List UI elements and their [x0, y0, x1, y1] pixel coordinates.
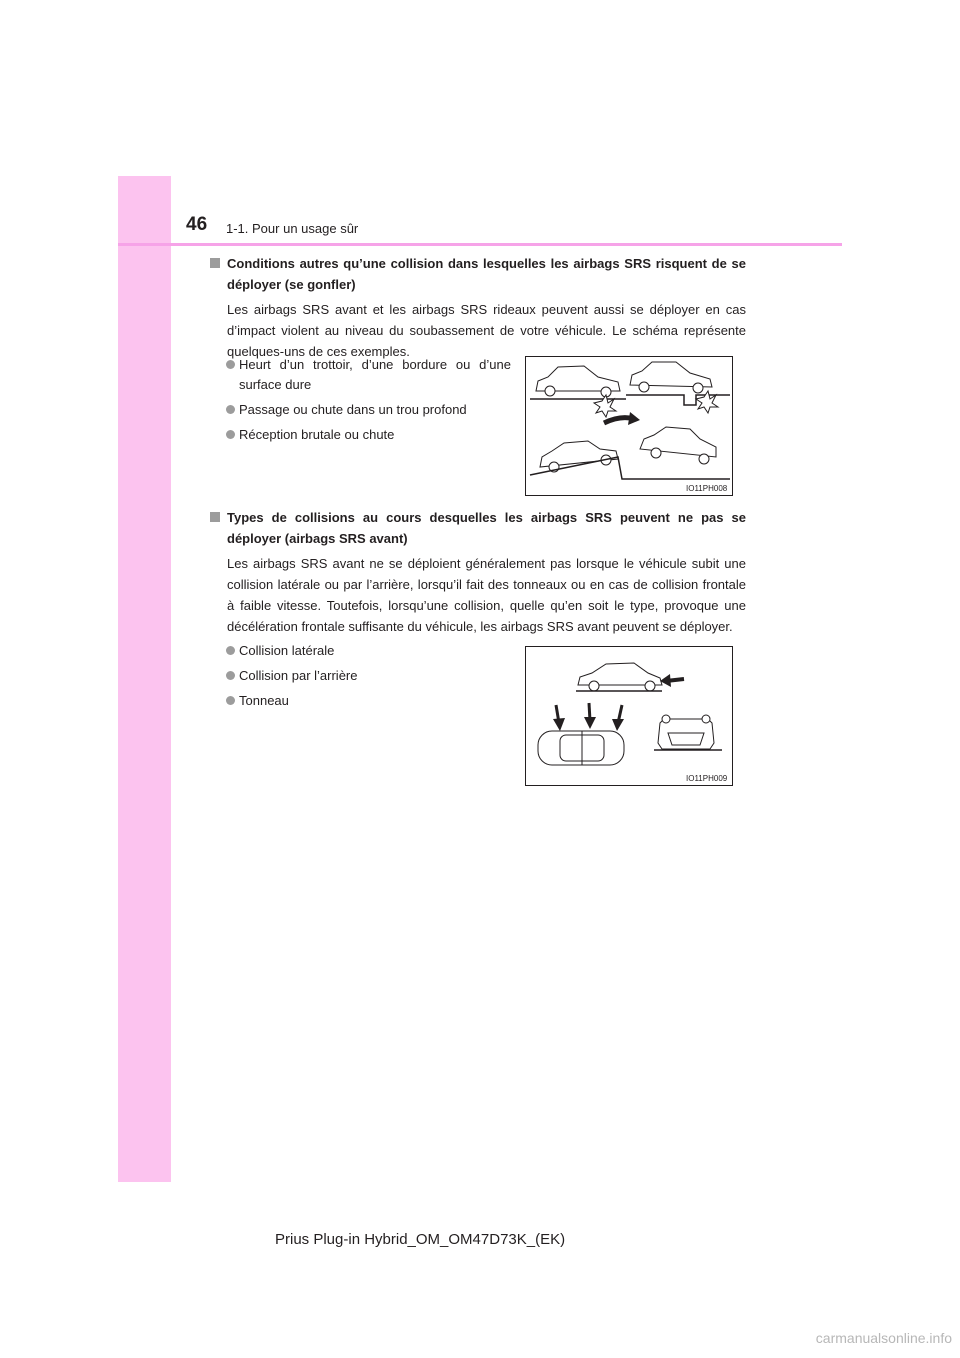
header-divider [118, 243, 842, 246]
section-title: 1-1. Pour un usage sûr [226, 221, 359, 236]
section-body-text: Les airbags SRS avant ne se déploient généralement pas lorsque le véhicule subit une collision latérale ou par l’arrière, lorsqu’il fait des tonneaux ou en cas de collision frontale à faible vitesse. Toutefois, lorsqu’une collision, quelle qu’en soit le type, provoque une décélération frontale suffisante du véhicule, les airbags SRS avant peuvent se déployer. [227, 556, 746, 634]
figure-underbody-impacts [525, 356, 733, 496]
round-bullet-icon [226, 430, 235, 439]
manual-id-footer: Prius Plug-in Hybrid_OM_OM47D73K_(EK) [275, 1231, 566, 1248]
list-item: Collision par l’arrière [226, 666, 511, 686]
section-non-collision-deployment [210, 253, 746, 362]
list-item: Heurt d’un trottoir, d’une bordure ou d’une surface dure [226, 355, 511, 395]
bullet-list-collision-types [226, 641, 511, 716]
watermark: carmanualsonline.info [815, 1330, 952, 1346]
figure-code: IO11PH009 [686, 774, 728, 783]
round-bullet-icon [226, 646, 235, 655]
underbody-impacts-illustration [526, 357, 732, 495]
section-body-text: Les airbags SRS avant et les airbags SRS rideaux peuvent aussi se déployer en cas d’impact violent au niveau du soubassement de votre véhicule. Le schéma représente quelques-uns de ces exemples. [227, 302, 746, 359]
bullet-list-impacts [226, 355, 511, 450]
collision-types-illustration [526, 647, 732, 785]
section-non-deployment-collisions [210, 507, 746, 637]
section-heading: Conditions autres qu’une collision dans lesquelles les airbags SRS risquent de se déployer (se gonfler) [210, 253, 746, 295]
chapter-tab-sidebar [118, 176, 171, 1182]
list-item: Passage ou chute dans un trou profond [226, 400, 511, 420]
page-number: 46 [186, 214, 208, 235]
list-item: Réception brutale ou chute [226, 425, 511, 445]
figure-collision-types [525, 646, 733, 786]
list-item: Collision latérale [226, 641, 511, 661]
round-bullet-icon [226, 696, 235, 705]
square-bullet-icon [210, 258, 220, 268]
round-bullet-icon [226, 405, 235, 414]
round-bullet-icon [226, 360, 235, 369]
round-bullet-icon [226, 671, 235, 680]
list-item: Tonneau [226, 691, 511, 711]
figure-code: IO11PH008 [686, 484, 728, 493]
section-heading: Types de collisions au cours desquelles les airbags SRS peuvent ne pas se déployer (airbags SRS avant) [210, 507, 746, 549]
square-bullet-icon [210, 512, 220, 522]
